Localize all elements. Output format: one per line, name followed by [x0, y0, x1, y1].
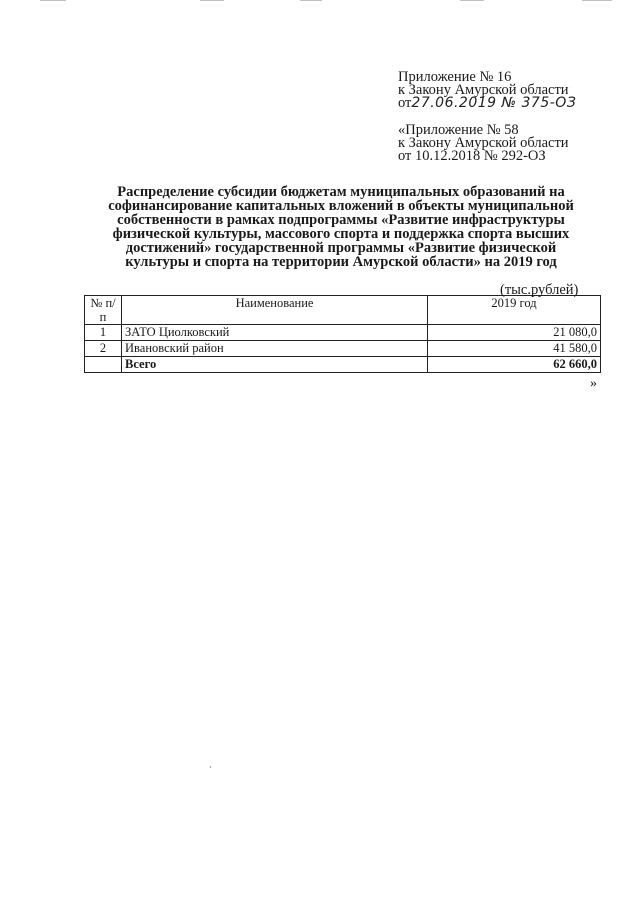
- unit-label: (тыс.рублей): [500, 282, 579, 298]
- row-name: Ивановский район: [122, 341, 428, 357]
- total-value: 62 660,0: [428, 357, 601, 373]
- total-number-cell: [85, 357, 122, 373]
- subsidy-table: [84, 295, 601, 373]
- scan-edge-mark: [200, 0, 224, 1]
- previous-appendix-title: «Приложение № 58: [398, 122, 519, 138]
- header-name: Наименование: [122, 296, 428, 325]
- previous-appendix-law-ref: к Закону Амурской области: [398, 135, 569, 151]
- document-title: Распределение субсидии бюджетам муниципальных образований на софинансирование капитальных вложений в объекты муниципальной собственности в рамках подпрограммы «Развитие инфраструктуры физической культуры, массового спорта и поддержка спорта высших достижений» государственной программы «Развитие физической культуры и спорта на территории Амурской области» на 2019 год: [108, 184, 574, 270]
- scan-edge-mark: [460, 0, 484, 1]
- row-value: 41 580,0: [428, 341, 601, 357]
- previous-appendix-block: [398, 124, 569, 163]
- previous-appendix-date: от 10.12.2018 № 292-ОЗ: [398, 148, 546, 164]
- appendix-block: [398, 71, 576, 110]
- scan-edge-mark: [300, 0, 322, 1]
- table-row: [85, 325, 601, 341]
- row-name: ЗАТО Циолковский: [122, 325, 428, 341]
- table-header-row: [85, 296, 601, 325]
- header-number: № п/п: [85, 296, 122, 325]
- scan-speck: [210, 766, 211, 768]
- scan-edge-mark: [40, 0, 66, 1]
- appendix-title: Приложение № 16: [398, 69, 512, 85]
- row-value: 21 080,0: [428, 325, 601, 341]
- row-number: 2: [85, 341, 122, 357]
- closing-quote: »: [590, 376, 597, 391]
- appendix-law-ref: к Закону Амурской области: [398, 82, 569, 98]
- total-label: Всего: [122, 357, 428, 373]
- table-row: [85, 341, 601, 357]
- table-total-row: [85, 357, 601, 373]
- header-year: 2019 год: [428, 296, 601, 325]
- row-number: 1: [85, 325, 122, 341]
- handwritten-date-number: 27.06.2019 № 375-ОЗ: [411, 95, 577, 111]
- appendix-date-prefix: от: [398, 95, 412, 111]
- appendix-date-line: [398, 97, 576, 110]
- scan-edge-mark: [582, 0, 612, 1]
